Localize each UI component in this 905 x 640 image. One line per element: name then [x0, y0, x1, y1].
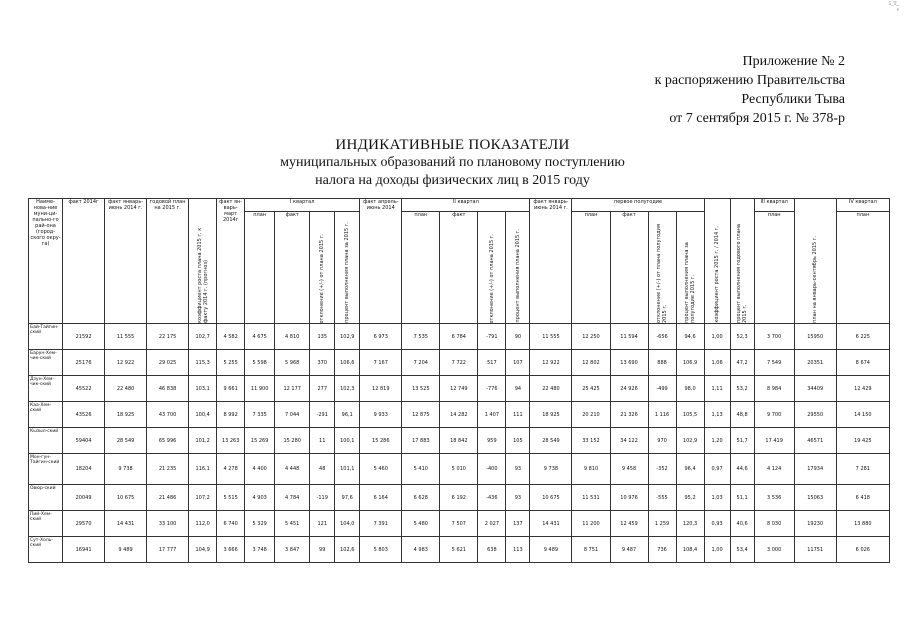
table-cell: 20049: [63, 485, 105, 511]
table-cell: 33 100: [147, 511, 189, 537]
table-cell: 102,3: [335, 376, 360, 402]
table-cell: 46571: [794, 428, 836, 454]
table-cell: 102,9: [335, 324, 360, 350]
table-row: [29, 402, 890, 428]
col-h1-fact: факт: [610, 212, 648, 324]
table-cell: 53,2: [730, 376, 754, 402]
table-row: [29, 485, 890, 511]
table-cell: 53,4: [730, 537, 754, 563]
table-cell: 11 900: [245, 376, 275, 402]
table-row: [29, 537, 890, 563]
table-cell: 7 335: [245, 402, 275, 428]
table-cell: 22 480: [105, 376, 147, 402]
table-cell: 101,2: [189, 428, 217, 454]
table-cell: 4 582: [217, 324, 245, 350]
table-cell: 40,6: [730, 511, 754, 537]
table-cell: 18 925: [530, 402, 572, 428]
col-q2: II квартал: [402, 199, 530, 212]
table-cell: 44,6: [730, 454, 754, 485]
table-cell: 4 400: [245, 454, 275, 485]
table-cell: 1 116: [648, 402, 676, 428]
col-coef: [189, 199, 217, 324]
table-cell: 20 210: [572, 402, 610, 428]
table-cell: 19 425: [836, 428, 889, 454]
table-cell: 15 269: [245, 428, 275, 454]
table-cell: 277: [310, 376, 335, 402]
col-jan-sep: [794, 199, 836, 324]
table-cell: 14 431: [530, 511, 572, 537]
table-row: [29, 454, 890, 485]
annex-caption: [655, 52, 845, 128]
table-cell: 12 802: [572, 350, 610, 376]
table-cell: 51,7: [730, 428, 754, 454]
col-q1: I квартал: [245, 199, 360, 212]
indicators-table: [28, 198, 890, 563]
table-cell: 25 425: [572, 376, 610, 402]
table-cell: 9 738: [530, 454, 572, 485]
table-cell: 12 875: [402, 402, 440, 428]
table-cell: 4 810: [275, 324, 310, 350]
table-cell: 10 675: [105, 485, 147, 511]
col-q1-pct: [335, 212, 360, 324]
col-h1-share-label: процент выполнения годового плана 2015 г.: [736, 224, 749, 323]
col-name: Наиме-нова-ние муни-ци-пально-го рай-она (город-ского окру-га): [29, 199, 63, 324]
table-cell: 33 152: [572, 428, 610, 454]
table-cell: 959: [478, 428, 506, 454]
table-cell: 95,2: [676, 485, 704, 511]
table-row: [29, 324, 890, 350]
table-cell: 12 819: [360, 376, 402, 402]
table-cell: 11 200: [572, 511, 610, 537]
table-cell: 48,8: [730, 402, 754, 428]
table-cell: 9 487: [610, 537, 648, 563]
table-cell: 22 480: [530, 376, 572, 402]
col-q4: IV квартал: [836, 199, 889, 212]
table-cell: 51,1: [730, 485, 754, 511]
table-cell: 108,4: [676, 537, 704, 563]
col-h1-coef-label: коэффициент роста 2015 г. / 2014 г.: [714, 226, 721, 323]
table-cell: 29570: [63, 511, 105, 537]
table-cell: 17 419: [754, 428, 794, 454]
table-cell: 13 690: [610, 350, 648, 376]
table-cell: 21 326: [610, 402, 648, 428]
table-cell: 46 838: [147, 376, 189, 402]
table-cell: 104,9: [189, 537, 217, 563]
table-cell: 24 926: [610, 376, 648, 402]
table-cell: 111: [506, 402, 530, 428]
table-cell: 1,00: [704, 324, 730, 350]
table-cell: 8 984: [754, 376, 794, 402]
table-cell: 29550: [794, 402, 836, 428]
corner-mark-line: ν: [896, 8, 899, 13]
table-cell: 15 286: [360, 428, 402, 454]
title-line-3: налога на доходы физических лиц в 2015 году: [315, 173, 590, 188]
table-cell: 4 784: [275, 485, 310, 511]
col-q1-plan: план: [245, 212, 275, 324]
table-cell: 1,03: [704, 485, 730, 511]
table-cell: 104,0: [335, 511, 360, 537]
table-cell: 9 489: [105, 537, 147, 563]
table-cell: 3 700: [754, 324, 794, 350]
corner-mark-line: 5_T_: [888, 2, 899, 7]
table-row: [29, 376, 890, 402]
table-cell: 21 486: [147, 485, 189, 511]
table-cell: 19230: [794, 511, 836, 537]
table-cell: 9 738: [105, 454, 147, 485]
table-cell: 135: [310, 324, 335, 350]
table-cell: 5 598: [245, 350, 275, 376]
table-cell: 12 250: [572, 324, 610, 350]
table-cell: 107,2: [189, 485, 217, 511]
municipality-name: Барун-Хем-чик-ский: [29, 350, 63, 376]
table-cell: 17 777: [147, 537, 189, 563]
table-cell: 20351: [794, 350, 836, 376]
table-cell: 100,4: [189, 402, 217, 428]
col-annual-plan: годовой план на 2015 г.: [147, 199, 189, 324]
table-cell: 8 992: [217, 402, 245, 428]
municipality-name: Дзун-Хем-чик-ский: [29, 376, 63, 402]
table-cell: 8 030: [754, 511, 794, 537]
municipality-name: Кызыл-ский: [29, 428, 63, 454]
table-cell: 14 282: [440, 402, 478, 428]
table-cell: 137: [506, 511, 530, 537]
table-cell: 17 883: [402, 428, 440, 454]
table-cell: -499: [648, 376, 676, 402]
table-cell: 47,2: [730, 350, 754, 376]
table-cell: 9 933: [360, 402, 402, 428]
table-cell: 6 418: [836, 485, 889, 511]
municipality-name: Бай-Тайгин-ский: [29, 324, 63, 350]
table-cell: 96,4: [676, 454, 704, 485]
table-cell: 11: [310, 428, 335, 454]
table-cell: -776: [478, 376, 506, 402]
col-jan-sep-label: план на январь-сентябрь 2015 г.: [812, 236, 819, 323]
table-cell: 15063: [794, 485, 836, 511]
table-cell: 13 263: [217, 428, 245, 454]
table-cell: 4 278: [217, 454, 245, 485]
table-cell: 102,7: [189, 324, 217, 350]
col-h1-share: [730, 199, 754, 324]
table-cell: -791: [478, 324, 506, 350]
table-cell: 103,1: [189, 376, 217, 402]
col-fact-apr-jun: факт апрель-июнь 2014: [360, 199, 402, 324]
table-cell: 29 025: [147, 350, 189, 376]
table-cell: 21 235: [147, 454, 189, 485]
table-cell: 97,6: [335, 485, 360, 511]
table-cell: 9 489: [530, 537, 572, 563]
header-row-1: [29, 199, 890, 212]
table-cell: 888: [648, 350, 676, 376]
table-cell: 28 549: [530, 428, 572, 454]
table-cell: 11751: [794, 537, 836, 563]
table-cell: 638: [478, 537, 506, 563]
table-cell: 93: [506, 485, 530, 511]
table-cell: 15 280: [275, 428, 310, 454]
table-cell: 12 749: [440, 376, 478, 402]
table-cell: 12 922: [530, 350, 572, 376]
table-cell: 106,9: [676, 350, 704, 376]
table-cell: 5 515: [217, 485, 245, 511]
table-row: [29, 428, 890, 454]
annex-order: к распоряжению Правительства: [654, 73, 845, 88]
table-cell: 90: [506, 324, 530, 350]
table-cell: 98,0: [676, 376, 704, 402]
table-cell: 3 666: [217, 537, 245, 563]
col-fact-jan-jun: факт январь-июнь 2014 г.: [105, 199, 147, 324]
table-cell: 22 175: [147, 324, 189, 350]
col-q1-pct-label: процент выполнения плана за 2015 г.: [344, 222, 351, 323]
table-cell: 102,9: [676, 428, 704, 454]
table-cell: -436: [478, 485, 506, 511]
table-cell: 6 164: [360, 485, 402, 511]
table-cell: 65 996: [147, 428, 189, 454]
table-cell: 5 410: [402, 454, 440, 485]
col-q4-plan: план: [836, 212, 889, 324]
table-cell: -352: [648, 454, 676, 485]
table-cell: 4 124: [754, 454, 794, 485]
table-cell: 21592: [63, 324, 105, 350]
table-cell: 25176: [63, 350, 105, 376]
table-cell: 12 177: [275, 376, 310, 402]
col-h1-pct: [676, 212, 704, 324]
table-cell: 1,20: [704, 428, 730, 454]
col-q2-fact: факт: [440, 212, 478, 324]
table-cell: 7 549: [754, 350, 794, 376]
municipality-name: Сут-Холь-ский: [29, 537, 63, 563]
table-cell: 6 192: [440, 485, 478, 511]
table-cell: 5 255: [217, 350, 245, 376]
table-cell: 370: [310, 350, 335, 376]
table-cell: 96,1: [335, 402, 360, 428]
table-cell: 52,3: [730, 324, 754, 350]
table-cell: 3 000: [754, 537, 794, 563]
table-cell: 4 983: [402, 537, 440, 563]
col-fact-2014: факт 2014г: [63, 199, 105, 324]
table-cell: 5 329: [245, 511, 275, 537]
table-cell: 5 621: [440, 537, 478, 563]
table-cell: 113: [506, 537, 530, 563]
municipality-name: Каа-Хем-ский: [29, 402, 63, 428]
table-cell: 1,06: [704, 350, 730, 376]
col-fact-jan-jun-2: факт январь-июнь 2014 г.: [530, 199, 572, 324]
col-q1-fact: факт: [275, 212, 310, 324]
table-cell: 12 922: [105, 350, 147, 376]
table-cell: 4 903: [245, 485, 275, 511]
table-cell: 7 507: [440, 511, 478, 537]
table-cell: 11 594: [610, 324, 648, 350]
table-body: [29, 324, 890, 563]
col-h1-dev: [648, 212, 676, 324]
table-cell: 12 459: [610, 511, 648, 537]
table-cell: 517: [478, 350, 506, 376]
table-cell: 8 751: [572, 537, 610, 563]
table-cell: 13 880: [836, 511, 889, 537]
table-cell: 9 700: [754, 402, 794, 428]
col-q2-dev-label: отклонение (+/-) от плана 2015 г.: [488, 233, 495, 323]
table-cell: 105,5: [676, 402, 704, 428]
table-cell: 17934: [794, 454, 836, 485]
table-cell: 3 847: [275, 537, 310, 563]
table-row: [29, 350, 890, 376]
table-cell: 11 555: [530, 324, 572, 350]
table-cell: -555: [648, 485, 676, 511]
table-cell: 107: [506, 350, 530, 376]
table-cell: 8 674: [836, 350, 889, 376]
table-cell: 1 259: [648, 511, 676, 537]
table-cell: 14 431: [105, 511, 147, 537]
table-cell: 18204: [63, 454, 105, 485]
table-cell: 6 740: [217, 511, 245, 537]
col-h1-pct-label: процент выполнения плана за полугодие 2015 г.: [684, 242, 697, 323]
table-cell: 0,97: [704, 454, 730, 485]
table-cell: 7 535: [402, 324, 440, 350]
table-cell: 18 925: [105, 402, 147, 428]
table-cell: 34409: [794, 376, 836, 402]
table-cell: 7 722: [440, 350, 478, 376]
table-cell: 115,3: [189, 350, 217, 376]
table-cell: 13 525: [402, 376, 440, 402]
table-cell: 7 281: [836, 454, 889, 485]
table-cell: -119: [310, 485, 335, 511]
table-cell: 0,93: [704, 511, 730, 537]
table-cell: 7 167: [360, 350, 402, 376]
municipality-name: Пий-Хем-ский: [29, 511, 63, 537]
col-fact-jan-mar: факт ян-варь-март 2014г: [217, 199, 245, 324]
table-cell: 18 842: [440, 428, 478, 454]
table-cell: 10 976: [610, 485, 648, 511]
indicators-table-wrapper: [28, 198, 890, 563]
table-cell: 1,00: [704, 537, 730, 563]
table-cell: 100,1: [335, 428, 360, 454]
table-cell: 1,13: [704, 402, 730, 428]
table-cell: 116,1: [189, 454, 217, 485]
title-line-1: ИНДИКАТИВНЫЕ ПОКАЗАТЕЛИ: [335, 137, 570, 153]
table-cell: 7 391: [360, 511, 402, 537]
table-cell: 11 555: [105, 324, 147, 350]
table-cell: 94: [506, 376, 530, 402]
table-cell: 3 536: [754, 485, 794, 511]
table-cell: 99: [310, 537, 335, 563]
table-cell: 106,6: [335, 350, 360, 376]
table-cell: 9 661: [217, 376, 245, 402]
table-cell: 5 480: [402, 511, 440, 537]
table-cell: 1,11: [704, 376, 730, 402]
col-q2-pct: [506, 212, 530, 324]
table-cell: 12 429: [836, 376, 889, 402]
table-cell: 4 448: [275, 454, 310, 485]
col-q2-pct-label: процент выполнения плана 2015 г.: [514, 229, 521, 323]
table-cell: 15950: [794, 324, 836, 350]
table-cell: -656: [648, 324, 676, 350]
table-cell: 4 675: [245, 324, 275, 350]
col-q2-plan: план: [402, 212, 440, 324]
table-cell: 34 122: [610, 428, 648, 454]
table-cell: 16941: [63, 537, 105, 563]
table-cell: 94,6: [676, 324, 704, 350]
table-cell: 7 044: [275, 402, 310, 428]
table-cell: 5 460: [360, 454, 402, 485]
municipality-name: Овюр-ский: [29, 485, 63, 511]
table-cell: 59404: [63, 428, 105, 454]
col-h1-plan: план: [572, 212, 610, 324]
col-q3: III квартал: [754, 199, 794, 212]
table-cell: -400: [478, 454, 506, 485]
table-cell: 5 803: [360, 537, 402, 563]
table-cell: 7 204: [402, 350, 440, 376]
document-title: [0, 136, 905, 190]
table-cell: 102,6: [335, 537, 360, 563]
table-cell: 2 027: [478, 511, 506, 537]
table-cell: 736: [648, 537, 676, 563]
table-cell: 6 628: [402, 485, 440, 511]
table-cell: 5 451: [275, 511, 310, 537]
col-q1-dev-label: отклонение (+/-) от плана 2015 г.: [319, 233, 326, 323]
table-cell: 3 748: [245, 537, 275, 563]
table-cell: 5 968: [275, 350, 310, 376]
table-cell: 45522: [63, 376, 105, 402]
table-cell: 28 549: [105, 428, 147, 454]
table-cell: 10 675: [530, 485, 572, 511]
corner-mark: [888, 2, 899, 14]
table-cell: 9 458: [610, 454, 648, 485]
table-cell: 6 026: [836, 537, 889, 563]
table-cell: 9 810: [572, 454, 610, 485]
table-cell: 6 973: [360, 324, 402, 350]
table-cell: 43526: [63, 402, 105, 428]
annex-date: от 7 сентября 2015 г. № 378-р: [669, 111, 845, 126]
table-cell: 93: [506, 454, 530, 485]
col-q3-plan: план: [754, 212, 794, 324]
annex-republic: Республики Тыва: [741, 92, 845, 107]
table-cell: 11 531: [572, 485, 610, 511]
table-cell: 6 225: [836, 324, 889, 350]
table-cell: 6 784: [440, 324, 478, 350]
table-cell: 5 010: [440, 454, 478, 485]
table-cell: 105: [506, 428, 530, 454]
table-cell: 970: [648, 428, 676, 454]
col-q1-dev: [310, 212, 335, 324]
col-h1-coef: [704, 199, 730, 324]
table-row: [29, 511, 890, 537]
table-cell: 43 700: [147, 402, 189, 428]
col-q2-dev: [478, 212, 506, 324]
table-cell: 48: [310, 454, 335, 485]
title-line-2: муниципальных образований по плановому поступлению: [280, 155, 625, 170]
table-cell: 112,0: [189, 511, 217, 537]
table-cell: 101,1: [335, 454, 360, 485]
col-h1-dev-label: отклонение (+/-) от плана полугодия 2015 г.: [656, 224, 669, 323]
annex-number: Приложение № 2: [742, 54, 845, 69]
table-cell: 121: [310, 511, 335, 537]
table-cell: 120,3: [676, 511, 704, 537]
col-h1: первое полугодие: [572, 199, 704, 212]
table-cell: -291: [310, 402, 335, 428]
municipality-name: Мон-гун-Тайгин-ский: [29, 454, 63, 485]
table-cell: 1 407: [478, 402, 506, 428]
col-coef-label: коэффициент роста плана 2015 г. к факту 2014 г. (прогноз): [196, 227, 209, 323]
table-cell: 14 150: [836, 402, 889, 428]
